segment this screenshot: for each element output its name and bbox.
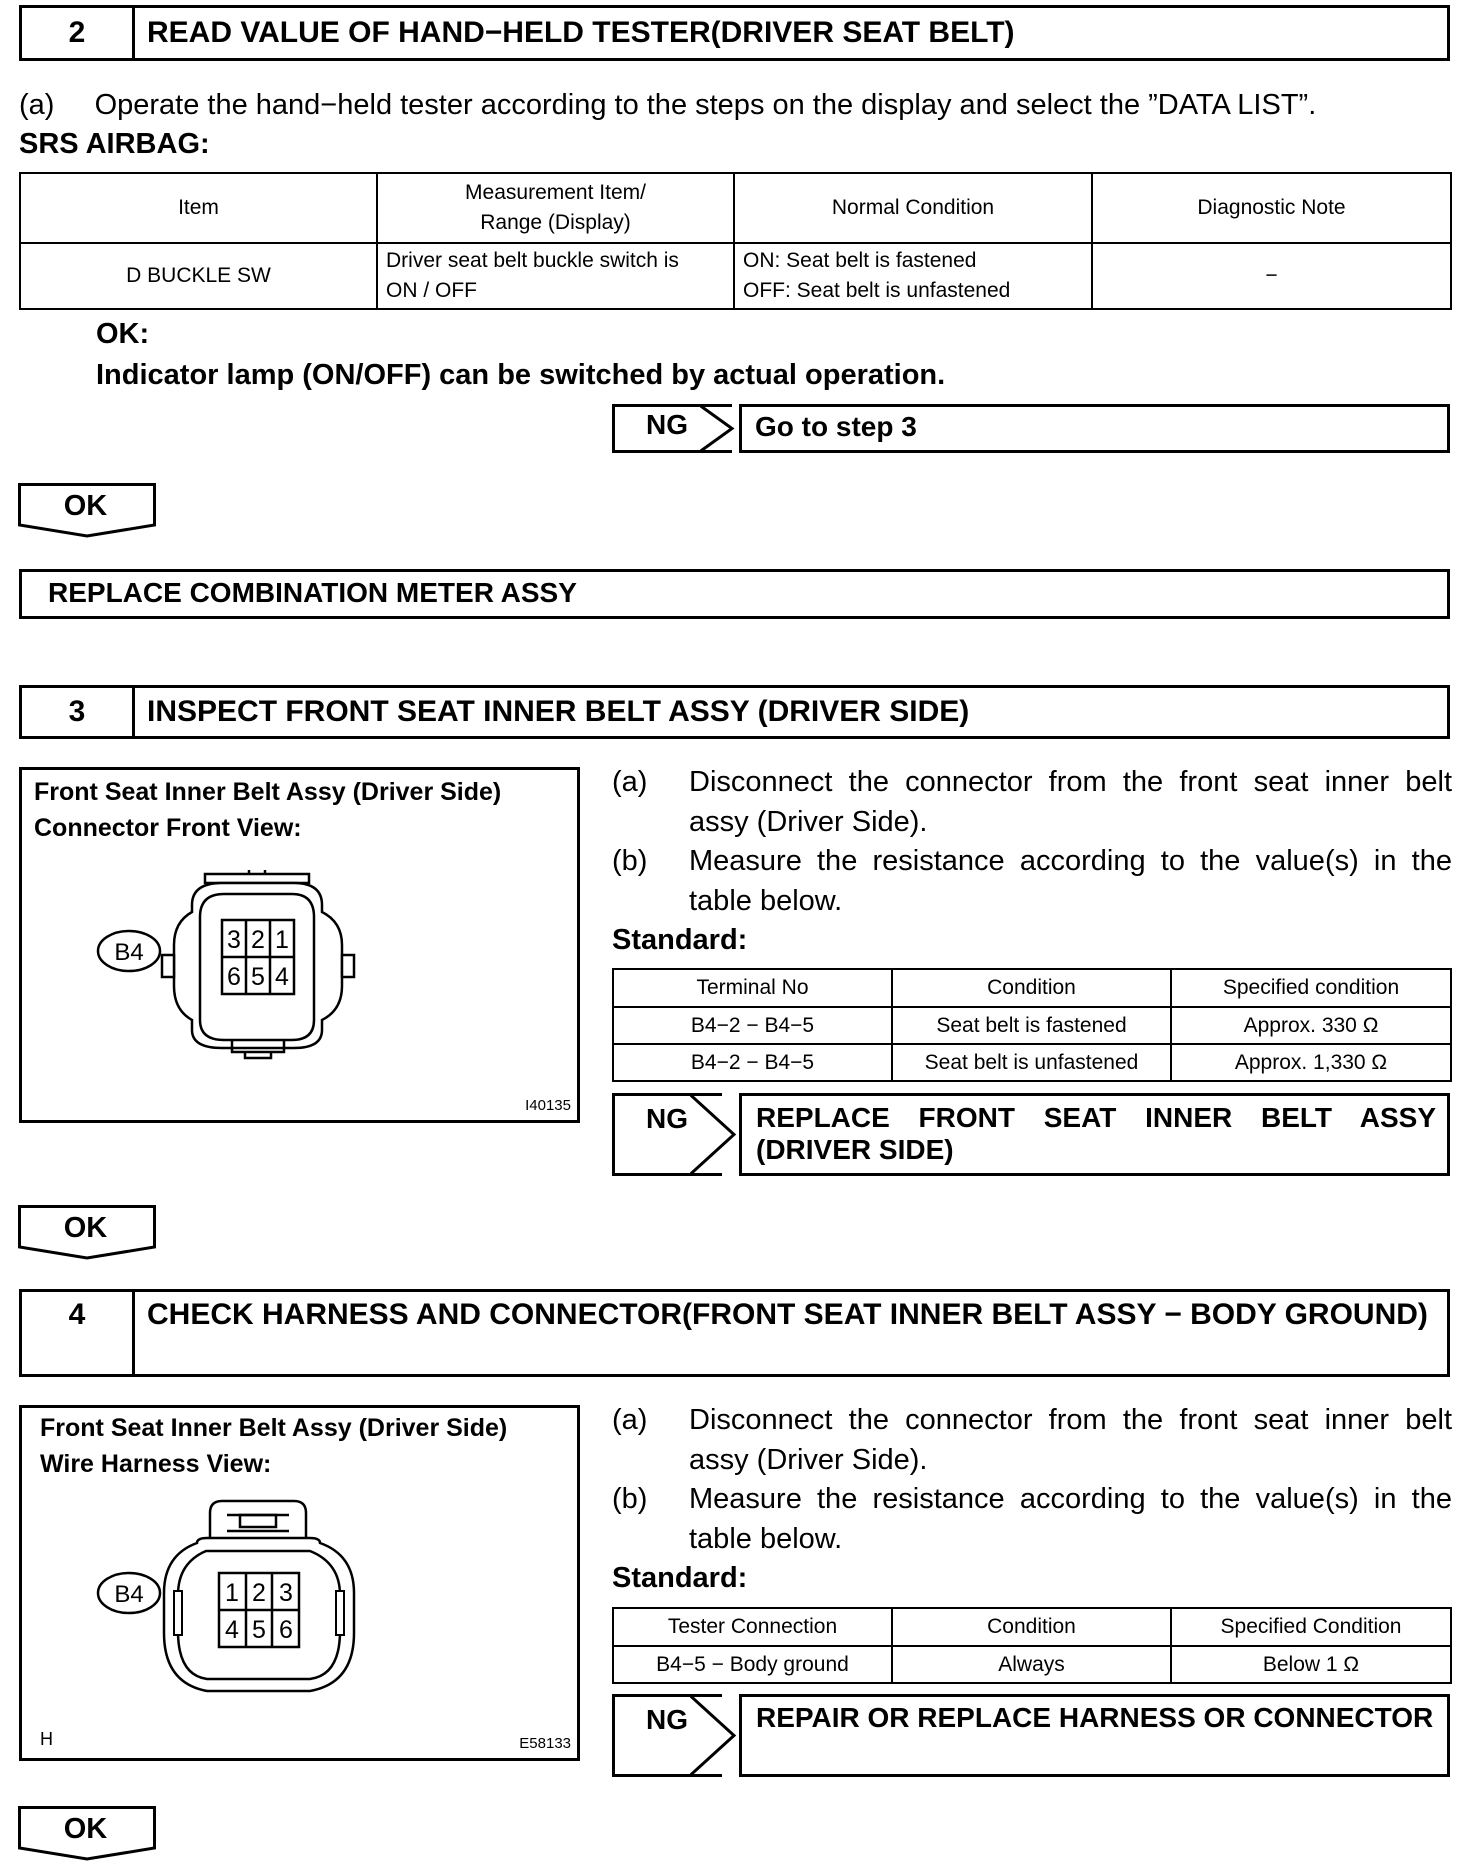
connector-figure [19, 767, 580, 1123]
list-text: Disconnect the connector from the front seat inner belt assy (Driver Side). [689, 1404, 1452, 1476]
table-header: Terminal No [613, 969, 892, 1007]
pin-label: 6 [227, 963, 241, 991]
standard-label: Standard: [612, 1562, 748, 1594]
figure-title: Front Seat Inner Belt Assy (Driver Side) [34, 778, 502, 806]
table-header: Specified condition [1171, 969, 1451, 1007]
table-header: Diagnostic Note [1092, 173, 1451, 243]
table-cell: B4−5 − Body ground [613, 1646, 892, 1683]
table-cell: Approx. 1,330 Ω [1171, 1044, 1451, 1081]
ng-label: NG [646, 1103, 688, 1134]
result-text: REPLACE COMBINATION METER ASSY [48, 577, 577, 608]
figure-code: E58133 [519, 1735, 571, 1752]
step-4-header [19, 1289, 1450, 1377]
step-title: READ VALUE OF HAND−HELD TESTER(DRIVER SEAT BELT) [147, 16, 1015, 49]
ng-result-text[interactable]: Go to step 3 [755, 411, 917, 442]
table-header: Normal Condition [734, 173, 1092, 243]
list-text: Measure the resistance according to the value(s) in the table below. [689, 845, 1452, 917]
table-header: Item [20, 173, 377, 243]
table-header: Specified Condition [1171, 1608, 1451, 1646]
table-cell: Driver seat belt buckle switch is ON / OFF [377, 243, 734, 309]
data-list-table [19, 172, 1452, 310]
harness-table [612, 1607, 1452, 1684]
list-item [612, 762, 1452, 842]
table-cell: Seat belt is fastened [892, 1007, 1171, 1044]
list-mark: (a) [612, 1404, 648, 1436]
table-cell: ON: Seat belt is fastened OFF: Seat belt is unfastened [734, 243, 1092, 309]
list-mark: (b) [612, 1483, 648, 1515]
pin-label: 2 [251, 926, 265, 954]
instruction [19, 85, 1459, 125]
list-mark: (a) [612, 766, 648, 798]
figure-code: I40135 [525, 1097, 571, 1114]
harness-figure [19, 1405, 580, 1761]
table-cell: B4−2 − B4−5 [613, 1007, 892, 1044]
pin-label: 5 [252, 1616, 266, 1644]
pin-label: 2 [252, 1579, 266, 1607]
connector-label: B4 [114, 1581, 144, 1608]
resistance-table [612, 968, 1452, 1082]
step-3-header [19, 685, 1450, 739]
pin-label: 4 [225, 1616, 239, 1644]
pin-label: 1 [225, 1579, 239, 1607]
pin-label: 3 [227, 926, 241, 954]
list-item [612, 1479, 1452, 1559]
table-cell: Always [892, 1646, 1171, 1683]
instruction-text: Operate the hand−held tester according to the steps on the display and select the ”DATA LIST”. [94, 89, 1317, 121]
connector-diagram [82, 870, 402, 1070]
ok-button[interactable]: OK [63, 1813, 108, 1845]
table-cell: Below 1 Ω [1171, 1646, 1451, 1683]
list-mark: (b) [612, 845, 648, 877]
step-2-header [19, 5, 1450, 61]
step-title: CHECK HARNESS AND CONNECTOR(FRONT SEAT INNER BELT ASSY − BODY GROUND) [147, 1298, 1428, 1331]
ok-criteria-text: Indicator lamp (ON/OFF) can be switched by actual operation. [96, 359, 946, 391]
list-text: Measure the resistance according to the value(s) in the table below. [689, 1483, 1452, 1555]
pin-label: 1 [275, 926, 289, 954]
pin-label: 3 [279, 1579, 293, 1607]
table-header: Condition [892, 1608, 1171, 1646]
ok-button[interactable]: OK [63, 1212, 108, 1244]
ng-arrow-icon [690, 1093, 738, 1176]
table-header: Condition [892, 969, 1171, 1007]
step-title: INSPECT FRONT SEAT INNER BELT ASSY (DRIVER SIDE) [147, 695, 970, 728]
table-cell: Approx. 330 Ω [1171, 1007, 1451, 1044]
table-header: Tester Connection [613, 1608, 892, 1646]
connector-label: B4 [114, 939, 144, 966]
figure-corner-label: H [40, 1729, 53, 1749]
ng-label: NG [646, 1704, 688, 1735]
table-cell: B4−2 − B4−5 [613, 1044, 892, 1081]
figure-title: Front Seat Inner Belt Assy (Driver Side) [40, 1414, 508, 1442]
connector-diagram [82, 1493, 402, 1708]
table-cell: D BUCKLE SW [20, 243, 377, 309]
pin-label: 5 [251, 963, 265, 991]
ng-arrow-icon [690, 1694, 738, 1777]
ng-arrow-icon [700, 404, 736, 453]
step-number: 3 [22, 688, 135, 736]
section-label: SRS AIRBAG: [19, 128, 210, 160]
ok-button[interactable]: OK [63, 490, 108, 522]
table-header: Measurement Item/ Range (Display) [377, 173, 734, 243]
step-number: 2 [22, 8, 135, 58]
ng-result-text[interactable]: REPLACE FRONT SEAT INNER BELT ASSY (DRIVER SIDE) [756, 1102, 1436, 1165]
table-cell: − [1092, 243, 1451, 309]
table-cell: Seat belt is unfastened [892, 1044, 1171, 1081]
ok-criteria-label: OK: [96, 318, 150, 350]
list-text: Disconnect the connector from the front seat inner belt assy (Driver Side). [689, 766, 1452, 838]
ng-result-text[interactable]: REPAIR OR REPLACE HARNESS OR CONNECTOR [756, 1702, 1434, 1733]
standard-label: Standard: [612, 924, 748, 956]
ng-label: NG [646, 409, 688, 440]
figure-subtitle: Connector Front View: [34, 814, 302, 842]
step-number: 4 [22, 1292, 135, 1374]
figure-subtitle: Wire Harness View: [40, 1450, 272, 1478]
list-item [612, 841, 1452, 921]
pin-label: 4 [275, 963, 289, 991]
instruction-mark: (a) [19, 89, 55, 121]
pin-label: 6 [279, 1616, 293, 1644]
list-item [612, 1400, 1452, 1480]
